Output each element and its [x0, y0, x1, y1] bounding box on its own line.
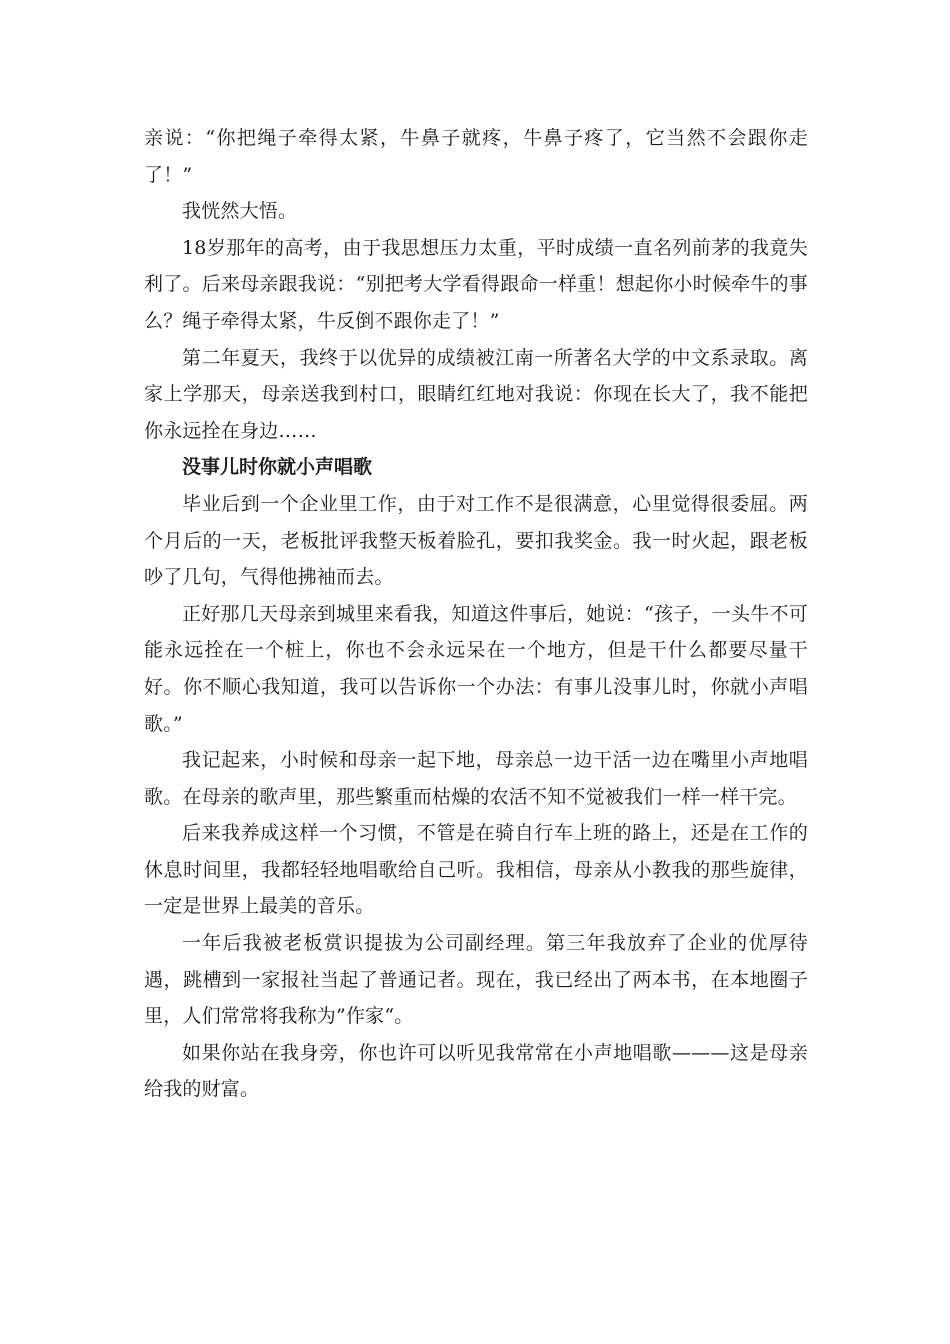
paragraph: 18岁那年的高考，由于我思想压力太重，平时成绩一直名列前茅的我竟失利了。后来母亲跟我说：“别把考大学看得跟命一样重！想起你小时候牵牛的事么？绳子牵得太紧，牛反倒不跟你走了！”: [144, 236, 808, 332]
paragraph: 一年后我被老板赏识提拔为公司副经理。第三年我放弃了企业的优厚待遇，跳槽到一家报社当起了普通记者。现在，我已经出了两本书，在本地圈子里，人们常常将我称为”作家“。: [144, 932, 808, 1028]
paragraph: 如果你站在我身旁，你也许可以听见我常常在小声地唱歌———这是母亲给我的财富。: [144, 1041, 808, 1101]
paragraph: 毕业后到一个企业里工作，由于对工作不是很满意，心里觉得很委屈。两个月后的一天，老板批评我整天板着脸孔，要扣我奖金。我一时火起，跟老板吵了几句，气得他拂袖而去。: [144, 492, 808, 589]
document-body: [144, 120, 808, 1108]
paragraph: 后来我养成这样一个习惯，不管是在骑自行车上班的路上，还是在工作的休息时间里，我都轻轻地唱歌给自己听。我相信，母亲从小教我的那些旋律，一定是世界上最美的音乐。: [144, 822, 808, 918]
paragraph-continuation: 亲说：“你把绳子牵得太紧，牛鼻子就疼，牛鼻子疼了，它当然不会跟你走了！”: [144, 127, 808, 186]
paragraph: 正好那几天母亲到城里来看我，知道这件事后，她说：“孩子，一头牛不可能永远拴在一个桩上，你也不会永远呆在一个地方，但是干什么都要尽量干好。你不顺心我知道，我可以告诉你一个办法：有事儿没事儿时，你就小声唱歌。”: [144, 602, 808, 735]
paragraph: 第二年夏天，我终于以优异的成绩被江南一所著名大学的中文系录取。离家上学那天，母亲送我到村口，眼睛红红地对我说：你现在长大了，我不能把你永远拴在身边……: [144, 346, 808, 442]
paragraph: 我记起来，小时候和母亲一起下地，母亲总一边干活一边在嘴里小声地唱歌。在母亲的歌声里，那些繁重而枯燥的农活不知不觉被我们一样一样干完。: [144, 749, 808, 808]
paragraph: 我恍然大悟。: [182, 200, 298, 223]
section-heading: 没事儿时你就小声唱歌: [182, 456, 373, 479]
